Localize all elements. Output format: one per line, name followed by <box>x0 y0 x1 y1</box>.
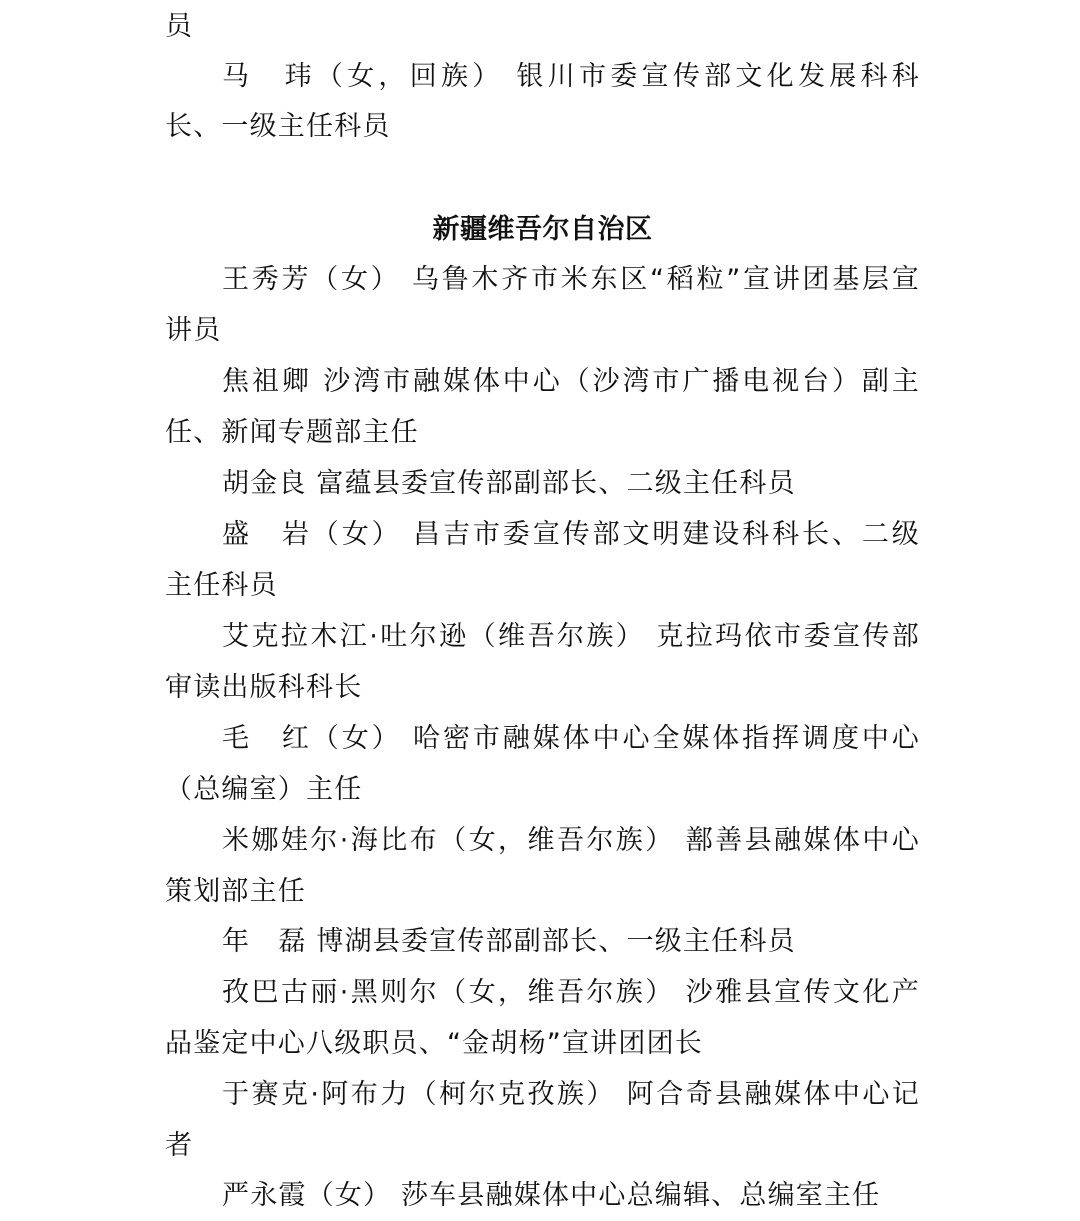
entry-mao-hong-line2: （总编室）主任 <box>165 774 363 805</box>
entry-nian-lei-line1: 年 磊 博湖县委宣传部副部长、一级主任科员 <box>222 926 796 957</box>
entry-minawaer-line2: 策划部主任 <box>165 876 306 907</box>
region-heading-xinjiang: 新疆维吾尔自治区 <box>432 214 653 245</box>
entry-ma-wei-line1: 马 玮（女，回族） 银川市委宣传部文化发展科科 <box>222 61 920 92</box>
entry-wang-xiufang-line1: 王秀芳（女） 乌鲁木齐市米东区“稻粒”宣讲团基层宣 <box>222 264 920 295</box>
entry-aikelamujiang-line2: 审读出版科科长 <box>165 672 363 703</box>
text-line-continuation: 员 <box>165 11 194 42</box>
entry-sheng-yan-line2: 主任科员 <box>165 570 278 601</box>
entry-zibaguli-line1: 孜巴古丽·黑则尔（女，维吾尔族） 沙雅县宣传文化产 <box>222 977 920 1008</box>
entry-yusaike-line1: 于赛克·阿布力（柯尔克孜族） 阿合奇县融媒体中心记 <box>222 1079 920 1110</box>
entry-jiao-zuqing-line1: 焦祖卿 沙湾市融媒体中心（沙湾市广播电视台）副主 <box>222 366 920 397</box>
entry-yusaike-line2: 者 <box>165 1130 194 1161</box>
entry-hu-jinliang-line1: 胡金良 富蕴县委宣传部副部长、二级主任科员 <box>222 468 796 499</box>
entry-zibaguli-line2: 品鉴定中心八级职员、“金胡杨”宣讲团团长 <box>165 1028 703 1059</box>
entry-jiao-zuqing-line2: 任、新闻专题部主任 <box>165 417 419 448</box>
entry-aikelamujiang-line1: 艾克拉木江·吐尔逊（维吾尔族） 克拉玛依市委宣传部 <box>222 621 920 652</box>
entry-wang-xiufang-line2: 讲员 <box>165 315 222 346</box>
entry-ma-wei-line2: 长、一级主任科员 <box>165 111 391 142</box>
entry-mao-hong-line1: 毛 红（女） 哈密市融媒体中心全媒体指挥调度中心 <box>222 723 920 754</box>
entry-sheng-yan-line1: 盛 岩（女） 昌吉市委宣传部文明建设科科长、二级 <box>222 519 920 550</box>
entry-minawaer-line1: 米娜娃尔·海比布（女，维吾尔族） 鄯善县融媒体中心 <box>222 825 920 856</box>
entry-yan-yongxia-line1: 严永霞（女） 莎车县融媒体中心总编辑、总编室主任 <box>222 1180 881 1211</box>
